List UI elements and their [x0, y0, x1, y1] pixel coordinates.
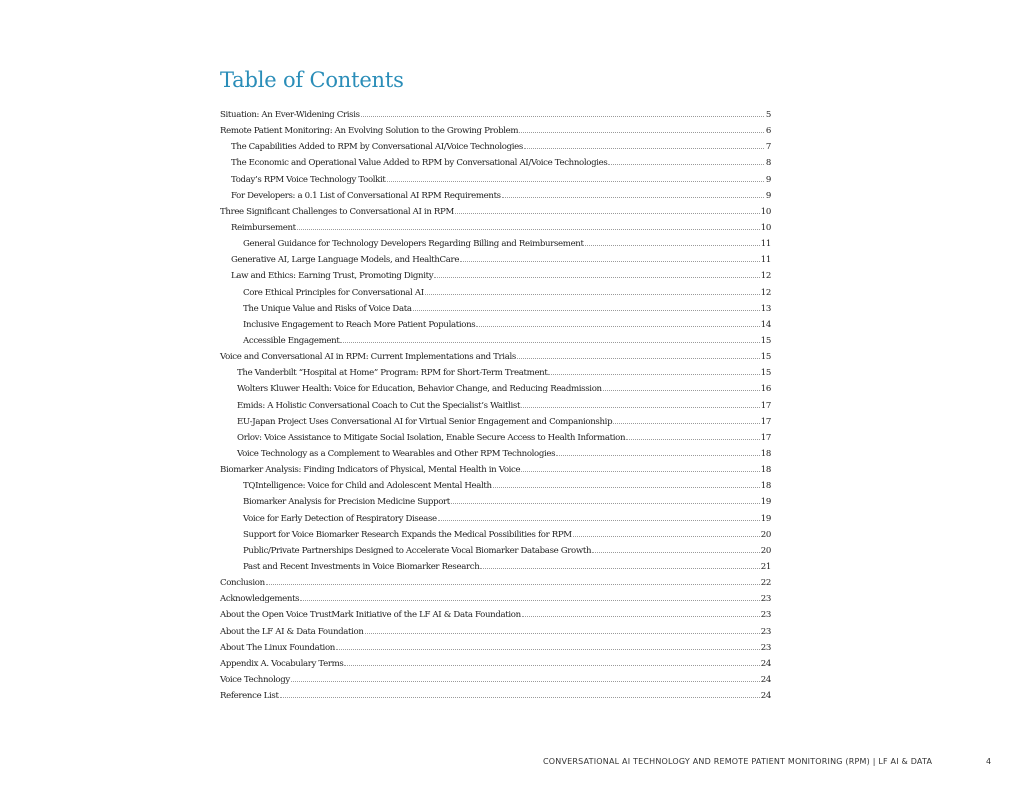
dot-leader: [548, 373, 759, 375]
toc-entry[interactable]: [220, 239, 771, 255]
toc-entry[interactable]: [220, 304, 771, 320]
dot-leader: [413, 309, 760, 311]
toc-entry-page: 15: [760, 335, 771, 346]
toc-entry-title: The Unique Value and Risks of Voice Data: [243, 303, 412, 314]
toc-entry-page: 12: [760, 271, 771, 282]
toc-entry-title: Voice Technology as a Complement to Wearables and Other RPM Technologies: [237, 448, 556, 459]
toc-entry-title: Today’s RPM Voice Technology Toolkit: [231, 174, 386, 185]
dot-leader: [291, 680, 760, 682]
dot-leader: [361, 115, 764, 117]
toc-entry[interactable]: [220, 417, 771, 433]
dot-leader: [519, 131, 764, 133]
toc-entry[interactable]: [220, 514, 771, 530]
toc-entry-page: 19: [760, 497, 771, 508]
toc-entry-page: 23: [760, 642, 771, 653]
toc-entry[interactable]: [220, 675, 771, 691]
toc-entry-title: Accessible Engagement: [243, 335, 340, 346]
toc-entry-title: Appendix A. Vocabulary Terms: [220, 658, 344, 669]
dot-leader: [608, 163, 764, 165]
toc-entry-page: 17: [760, 432, 771, 443]
toc-entry-page: 7: [765, 142, 771, 153]
toc-entry-title: Voice and Conversational AI in RPM: Current Implementations and Trials: [220, 352, 516, 363]
toc-entry-page: 18: [760, 465, 771, 476]
toc-entry-page: 11: [760, 255, 771, 266]
toc-entry-page: 24: [760, 674, 771, 685]
toc-entry-title: About the Open Voice TrustMark Initiative of the LF AI & Data Foundation: [220, 610, 521, 621]
toc-entry-title: Reference List: [220, 691, 279, 702]
dot-leader: [480, 567, 759, 569]
toc-entry-title: Emids: A Holistic Conversational Coach to Cut the Specialist’s Waitlist: [237, 400, 521, 411]
toc-entry[interactable]: [220, 384, 771, 400]
toc-entry-title: Biomarker Analysis: Finding Indicators of Physical, Mental Health in Voice: [220, 465, 521, 476]
toc-entry-page: 10: [760, 206, 771, 217]
dot-leader: [266, 583, 760, 585]
toc-entry[interactable]: [220, 610, 771, 626]
dot-leader: [502, 196, 764, 198]
dot-leader: [603, 389, 760, 391]
toc-entry-page: 8: [765, 158, 771, 169]
toc-entry-title: Support for Voice Biomarker Research Expands the Medical Possibilities for RPM: [243, 529, 572, 540]
dot-leader: [476, 325, 759, 327]
toc-entry-title: Three Significant Challenges to Conversational AI in RPM: [220, 206, 454, 217]
toc-entry-title: Acknowledgements: [220, 594, 300, 605]
toc-entry-page: 16: [760, 384, 771, 395]
toc-entry-page: 23: [760, 594, 771, 605]
toc-entry-page: 15: [760, 352, 771, 363]
toc-entry-title: Public/Private Partnerships Designed to Accelerate Vocal Biomarker Database Growth: [243, 545, 592, 556]
toc-entry-page: 10: [760, 222, 771, 233]
toc-entry-page: 20: [760, 529, 771, 540]
toc-entry-page: 24: [760, 691, 771, 702]
toc-entry[interactable]: [220, 368, 771, 384]
toc-entry[interactable]: [220, 497, 771, 513]
toc-entry-title: EU-Japan Project Uses Conversational AI for Virtual Senior Engagement and Companionship: [237, 416, 613, 427]
dot-leader: [626, 438, 760, 440]
toc-entry-title: The Capabilities Added to RPM by Conversational AI/Voice Technologies: [231, 142, 523, 153]
toc-entry-title: The Economic and Operational Value Added to RPM by Conversational AI/Voice Technologies: [231, 158, 608, 169]
toc-entry[interactable]: [220, 223, 771, 239]
toc-entry-title: The Vanderbilt “Hospital at Home” Program: RPM for Short-Term Treatment: [237, 368, 548, 379]
toc-entry[interactable]: [220, 578, 771, 594]
toc-entry-title: TQIntelligence: Voice for Child and Adolescent Mental Health: [243, 481, 492, 492]
toc-entry[interactable]: [220, 594, 771, 610]
toc-entry-title: Reimbursement: [231, 222, 296, 233]
toc-entry-page: 20: [760, 545, 771, 556]
page-number: 4: [986, 757, 992, 766]
toc-entry-title: Voice Technology: [220, 674, 290, 685]
toc-entry[interactable]: [220, 401, 771, 417]
toc-entry[interactable]: [220, 175, 771, 191]
toc-entry[interactable]: [220, 643, 771, 659]
dot-leader: [524, 147, 764, 149]
dot-leader: [455, 212, 760, 214]
toc-entry-title: Law and Ethics: Earning Trust, Promoting Dignity: [231, 271, 434, 282]
toc-entry[interactable]: [220, 691, 771, 707]
toc-entry-page: 18: [760, 448, 771, 459]
toc-entry[interactable]: [220, 627, 771, 643]
toc-entry[interactable]: [220, 191, 771, 207]
toc-entry-page: 23: [760, 626, 771, 637]
running-footer: CONVERSATIONAL AI TECHNOLOGY AND REMOTE PATIENT MONITORING (RPM) | LF AI & DATA: [543, 757, 933, 766]
toc-entry-title: Inclusive Engagement to Reach More Patient Populations: [243, 319, 476, 330]
dot-leader: [573, 535, 760, 537]
toc-entry-title: About the LF AI & Data Foundation: [220, 626, 364, 637]
toc-entry-title: Situation: An Ever-Widening Crisis: [220, 110, 360, 120]
toc-entry-title: Wolters Kluwer Health: Voice for Education, Behavior Change, and Reducing Readmission: [237, 384, 602, 395]
dot-leader: [365, 632, 760, 634]
dot-leader: [556, 454, 760, 456]
toc-entry-page: 18: [760, 481, 771, 492]
dot-leader: [300, 599, 760, 601]
page-title: Table of Contents: [220, 68, 404, 92]
toc-entry-page: 9: [765, 174, 771, 185]
toc-entry-title: Conclusion: [220, 578, 265, 589]
dot-leader: [585, 244, 760, 246]
toc-entry[interactable]: [220, 207, 771, 223]
toc-entry-page: 22: [760, 578, 771, 589]
toc-entry-page: 17: [760, 400, 771, 411]
toc-entry[interactable]: [220, 158, 771, 174]
toc-entry-title: Biomarker Analysis for Precision Medicine Support: [243, 497, 450, 508]
toc-entry-page: 17: [760, 416, 771, 427]
toc-entry[interactable]: [220, 352, 771, 368]
toc-entry[interactable]: [220, 142, 771, 158]
toc-entry[interactable]: [220, 546, 771, 562]
dot-leader: [460, 260, 760, 262]
toc-entry[interactable]: [220, 433, 771, 449]
toc-entry[interactable]: [220, 659, 771, 675]
dot-leader: [434, 276, 760, 278]
toc-entry-title: For Developers: a 0.1 List of Conversational AI RPM Requirements: [231, 190, 501, 201]
dot-leader: [522, 615, 760, 617]
toc-entry-page: 9: [765, 190, 771, 201]
toc-entry-title: Core Ethical Principles for Conversational AI: [243, 287, 424, 298]
toc-entry-page: 19: [760, 513, 771, 524]
dot-leader: [521, 470, 760, 472]
toc-entry-page: 13: [760, 303, 771, 314]
toc-entry-page: 6: [765, 126, 771, 137]
toc-entry-page: 11: [760, 239, 771, 250]
dot-leader: [592, 551, 760, 553]
dot-leader: [493, 486, 760, 488]
toc-entry[interactable]: [220, 481, 771, 497]
toc-entry[interactable]: [220, 271, 771, 287]
toc-entry-page: 5: [765, 110, 771, 120]
toc-entry-title: Past and Recent Investments in Voice Biomarker Research: [243, 561, 480, 572]
dot-leader: [336, 648, 760, 650]
toc-entry[interactable]: [220, 288, 771, 304]
toc-entry[interactable]: [220, 465, 771, 481]
toc-entry-page: 15: [760, 368, 771, 379]
table-of-contents: [220, 110, 771, 707]
toc-entry-title: Generative AI, Large Language Models, and HealthCare: [231, 255, 460, 266]
toc-entry-page: 24: [760, 658, 771, 669]
toc-entry-page: 23: [760, 610, 771, 621]
toc-entry-title: Voice for Early Detection of Respiratory Disease: [243, 513, 437, 524]
toc-entry-page: 14: [760, 319, 771, 330]
dot-leader: [387, 180, 764, 182]
toc-entry[interactable]: [220, 562, 771, 578]
toc-entry-title: Remote Patient Monitoring: An Evolving Solution to the Growing Problem: [220, 126, 519, 137]
toc-entry[interactable]: [220, 110, 771, 126]
dot-leader: [344, 664, 759, 666]
dot-leader: [280, 696, 760, 698]
dot-leader: [340, 341, 759, 343]
toc-entry[interactable]: [220, 320, 771, 336]
toc-entry[interactable]: [220, 255, 771, 271]
dot-leader: [297, 228, 760, 230]
toc-entry-title: About The Linux Foundation: [220, 642, 335, 653]
dot-leader: [438, 519, 760, 521]
dot-leader: [451, 502, 760, 504]
toc-entry[interactable]: [220, 126, 771, 142]
toc-entry-title: Orlov: Voice Assistance to Mitigate Social Isolation, Enable Secure Access to Health Information: [237, 432, 626, 443]
toc-entry-page: 12: [760, 287, 771, 298]
toc-entry-page: 21: [760, 561, 771, 572]
dot-leader: [517, 357, 760, 359]
toc-entry[interactable]: [220, 449, 771, 465]
dot-leader: [425, 293, 760, 295]
dot-leader: [613, 422, 760, 424]
dot-leader: [521, 406, 760, 408]
toc-entry-title: General Guidance for Technology Developers Regarding Billing and Reimbursement: [243, 239, 584, 250]
toc-entry[interactable]: [220, 530, 771, 546]
toc-entry[interactable]: [220, 336, 771, 352]
